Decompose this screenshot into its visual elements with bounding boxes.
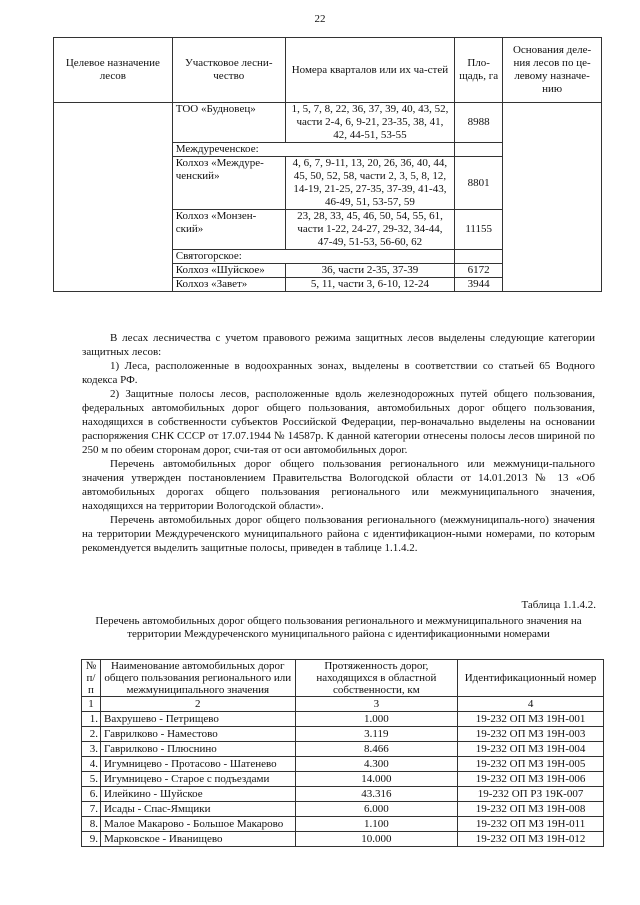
header-number: № п/п xyxy=(82,660,101,697)
road-id: 19-232 ОП МЗ 19Н-001 xyxy=(458,712,604,727)
header-purpose: Целевое назначение лесов xyxy=(54,38,173,103)
row-number: 8. xyxy=(82,817,101,832)
paragraph: Перечень автомобильных дорог общего пользования регионального (межмуниципаль-ного) значения на территории Междуреченского муниципального района с идентификацион-ными номерами, по которым рекомендуется выделить защитные полосы, приведен в таблице 1.1.4.2. xyxy=(82,514,595,554)
page-number: 22 xyxy=(314,13,326,25)
road-length: 4.300 xyxy=(295,757,458,772)
purpose-cell xyxy=(54,103,173,143)
row-number: 9. xyxy=(82,832,101,847)
paragraph: Перечень автомобильных дорог общего пользования регионального или межмуници-пального значения утвержден постановлением Правительства Вологодской области от 14.01.2013 № 13 «Об автомобильных дорогах общего пользования регионального или межмуниципального значения, находящихся на территории Вологодской области». xyxy=(82,458,595,512)
road-length: 3.119 xyxy=(295,727,458,742)
table-row xyxy=(82,832,604,847)
column-number: 4 xyxy=(458,697,604,712)
area-cell: 8988 xyxy=(455,103,503,143)
road-length: 1.100 xyxy=(295,817,458,832)
table-row xyxy=(54,250,602,264)
table-row xyxy=(54,210,602,250)
empty-cell xyxy=(285,143,455,157)
road-length: 10.000 xyxy=(295,832,458,847)
table-row xyxy=(82,712,604,727)
purpose-cell xyxy=(54,250,173,264)
basis-cell xyxy=(503,264,602,278)
row-number: 4. xyxy=(82,757,101,772)
basis-cell xyxy=(503,210,602,250)
roads-table xyxy=(81,659,604,847)
road-length: 43.316 xyxy=(295,787,458,802)
table-row xyxy=(54,103,602,143)
body-text xyxy=(82,331,595,555)
table-row xyxy=(82,727,604,742)
column-number: 1 xyxy=(82,697,101,712)
row-number: 6. xyxy=(82,787,101,802)
table-caption: Таблица 1.1.4.2. xyxy=(521,599,596,611)
header-basis: Основания деле-ния лесов по це-левому назначе-нию xyxy=(503,38,602,103)
unit-cell: Колхоз «Шуйское» xyxy=(172,264,285,278)
road-id: 19-232 ОП МЗ 19Н-006 xyxy=(458,772,604,787)
table-row xyxy=(82,787,604,802)
road-name: Марковское - Иванищево xyxy=(100,832,295,847)
road-id: 19-232 ОП МЗ 19Н-008 xyxy=(458,802,604,817)
row-number: 2. xyxy=(82,727,101,742)
table-row xyxy=(54,278,602,292)
table-row xyxy=(54,143,602,157)
column-number: 3 xyxy=(295,697,458,712)
paragraph: В лесах лесничества с учетом правового режима защитных лесов выделены следующие категории защитных лесов: xyxy=(82,332,595,358)
road-name: Илейкино - Шуйское xyxy=(100,787,295,802)
empty-cell xyxy=(455,250,503,264)
header-length: Протяженность дорог, находящихся в областной собственности, км xyxy=(295,660,458,697)
unit-cell: Колхоз «Монзен-ский» xyxy=(172,210,285,250)
road-name: Гаврилково - Плюснино xyxy=(100,742,295,757)
empty-cell xyxy=(285,250,455,264)
area-cell: 3944 xyxy=(455,278,503,292)
table-row xyxy=(82,817,604,832)
road-name: Исады - Спас-Ямщики xyxy=(100,802,295,817)
table-header-row xyxy=(54,38,602,103)
column-number: 2 xyxy=(100,697,295,712)
area-cell: 11155 xyxy=(455,210,503,250)
quarters-cell: 23, 28, 33, 45, 46, 50, 54, 55, 61, части 1-22, 24-27, 29-32, 34-44, 47-49, 51-53, 56-60, 62 xyxy=(285,210,455,250)
table-row xyxy=(82,757,604,772)
unit-cell: Колхоз «Междуре-ченский» xyxy=(172,157,285,210)
group-cell: Междуреченское: xyxy=(172,143,285,157)
column-number-row xyxy=(82,697,604,712)
table-row xyxy=(82,802,604,817)
unit-cell: ТОО «Будновец» xyxy=(172,103,285,143)
area-cell: 8801 xyxy=(455,157,503,210)
quarters-cell: 1, 5, 7, 8, 22, 36, 37, 39, 40, 43, 52, части 2-4, 6, 9-21, 23-35, 38, 41, 42, 44-51, 53-55 xyxy=(285,103,455,143)
header-quarters: Номера кварталов или их ча-стей xyxy=(285,38,455,103)
row-number: 7. xyxy=(82,802,101,817)
forest-division-table xyxy=(53,37,602,292)
road-length: 14.000 xyxy=(295,772,458,787)
table-header-row xyxy=(82,660,604,697)
row-number: 3. xyxy=(82,742,101,757)
empty-cell xyxy=(455,143,503,157)
header-unit: Участковое лесни-чество xyxy=(172,38,285,103)
header-id: Идентификационный номер xyxy=(458,660,604,697)
road-name: Игумницево - Старое с подъездами xyxy=(100,772,295,787)
road-id: 19-232 ОП МЗ 19Н-005 xyxy=(458,757,604,772)
road-length: 6.000 xyxy=(295,802,458,817)
header-road-name: Наименование автомобильных дорог общего пользования регионального или межмуниципального значения xyxy=(100,660,295,697)
road-id: 19-232 ОП РЗ 19К-007 xyxy=(458,787,604,802)
road-id: 19-232 ОП МЗ 19Н-012 xyxy=(458,832,604,847)
roads-table-body xyxy=(82,712,604,847)
unit-cell: Колхоз «Завет» xyxy=(172,278,285,292)
table-row xyxy=(54,264,602,278)
road-name: Гаврилково - Наместово xyxy=(100,727,295,742)
quarters-cell: 4, 6, 7, 9-11, 13, 20, 26, 36, 40, 44, 45, 50, 52, 58, части 2, 3, 5, 8, 12, 14-19, 21-25, 27-35, 37-39, 41-43, 46-49, 51, 53-57, 59 xyxy=(285,157,455,210)
table-row xyxy=(54,157,602,210)
group-cell: Святогорское: xyxy=(172,250,285,264)
table-row xyxy=(82,772,604,787)
table-title: Перечень автомобильных дорог общего пользования регионального и межмуниципального значения на территории Междуреченского муниципального района с идентификационными номерами xyxy=(95,615,582,640)
basis-cell xyxy=(503,157,602,210)
purpose-cell xyxy=(54,264,173,278)
basis-cell xyxy=(503,103,602,143)
quarters-cell: 5, 11, части 3, 6-10, 12-24 xyxy=(285,278,455,292)
area-cell: 6172 xyxy=(455,264,503,278)
road-name: Вахрушево - Петрищево xyxy=(100,712,295,727)
header-area: Пло-щадь, га xyxy=(455,38,503,103)
purpose-cell xyxy=(54,278,173,292)
purpose-cell xyxy=(54,157,173,210)
row-number: 1. xyxy=(82,712,101,727)
row-number: 5. xyxy=(82,772,101,787)
road-id: 19-232 ОП МЗ 19Н-003 xyxy=(458,727,604,742)
quarters-cell: 36, части 2-35, 37-39 xyxy=(285,264,455,278)
paragraph: 1) Леса, расположенные в водоохранных зонах, выделены в соответствии со статьей 65 Водного кодекса РФ. xyxy=(82,360,595,386)
purpose-cell xyxy=(54,143,173,157)
basis-cell xyxy=(503,143,602,157)
road-length: 1.000 xyxy=(295,712,458,727)
table-row xyxy=(82,742,604,757)
paragraph: 2) Защитные полосы лесов, расположенные вдоль железнодорожных путей общего пользования, федеральных автомобильных дорог общего пользования, автомобильных дорог общего пользования, находящихся в собственности субъектов Российской Федерации, пер-воначально выделены на основании распоряжения СНК СССР от 17.07.1944 № 14587р. К данной категории отнесены полосы лесов шириной по 250 м по обеим сторонам дорог, счи-тая от оси автомобильных дорог. xyxy=(82,388,595,456)
road-length: 8.466 xyxy=(295,742,458,757)
road-name: Малое Макарово - Большое Макарово xyxy=(100,817,295,832)
road-id: 19-232 ОП МЗ 19Н-004 xyxy=(458,742,604,757)
basis-cell xyxy=(503,278,602,292)
road-name: Игумницево - Протасово - Шатенево xyxy=(100,757,295,772)
road-id: 19-232 ОП МЗ 19Н-011 xyxy=(458,817,604,832)
purpose-cell xyxy=(54,210,173,250)
basis-cell xyxy=(503,250,602,264)
